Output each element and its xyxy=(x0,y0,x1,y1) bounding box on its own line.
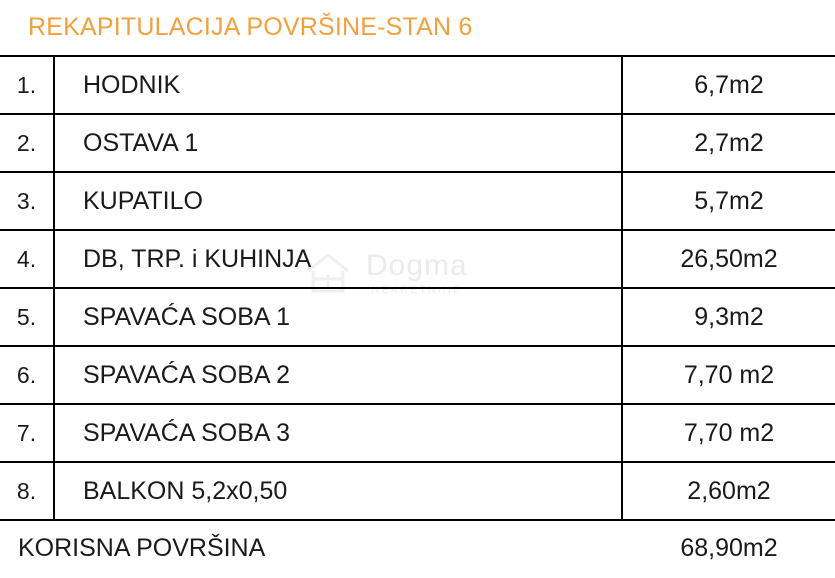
table-body xyxy=(0,55,835,576)
table-row xyxy=(0,289,835,347)
row-number: 4. xyxy=(0,231,55,287)
row-number: 7. xyxy=(0,405,55,461)
room-name: SPAVAĆA SOBA 3 xyxy=(55,405,623,461)
room-area: 7,70 m2 xyxy=(683,360,775,389)
table-row xyxy=(0,463,835,521)
room-name: BALKON 5,2x0,50 xyxy=(55,463,623,519)
room-name: KUPATILO xyxy=(55,173,623,229)
row-number: 6. xyxy=(0,347,55,403)
total-value: 68,90m2 xyxy=(680,534,778,562)
watermark-name: Dogma xyxy=(366,248,468,282)
table-row xyxy=(0,115,835,173)
room-name: SPAVAĆA SOBA 1 xyxy=(55,289,623,345)
watermark-subtitle: NEKRETNINE xyxy=(371,283,463,296)
room-area: 2,60m2 xyxy=(687,476,771,505)
total-label: KORISNA POVRŠINA xyxy=(18,534,266,562)
row-number: 3. xyxy=(0,173,55,229)
room-area: 26,50m2 xyxy=(680,244,778,273)
row-number: 2. xyxy=(0,115,55,171)
table-row xyxy=(0,405,835,463)
table-row xyxy=(0,57,835,115)
room-area: 7,70 m2 xyxy=(683,418,775,447)
room-area: 5,7m2 xyxy=(694,186,764,215)
room-name: DB, TRP. i KUHINJA xyxy=(55,231,623,287)
table-row xyxy=(0,173,835,231)
table-row xyxy=(0,347,835,405)
table-title-row xyxy=(0,0,835,55)
total-row xyxy=(0,521,835,576)
row-number: 8. xyxy=(0,463,55,519)
row-number: 5. xyxy=(0,289,55,345)
room-name: HODNIK xyxy=(55,57,623,113)
table-row xyxy=(0,231,835,289)
room-name: OSTAVA 1 xyxy=(55,115,623,171)
room-area: 6,7m2 xyxy=(694,70,764,99)
room-area: 9,3m2 xyxy=(694,302,764,331)
room-area: 2,7m2 xyxy=(694,128,764,157)
page-title: REKAPITULACIJA POVRŠINE-STAN 6 xyxy=(28,13,473,41)
row-number: 1. xyxy=(0,57,55,113)
room-name: SPAVAĆA SOBA 2 xyxy=(55,347,623,403)
